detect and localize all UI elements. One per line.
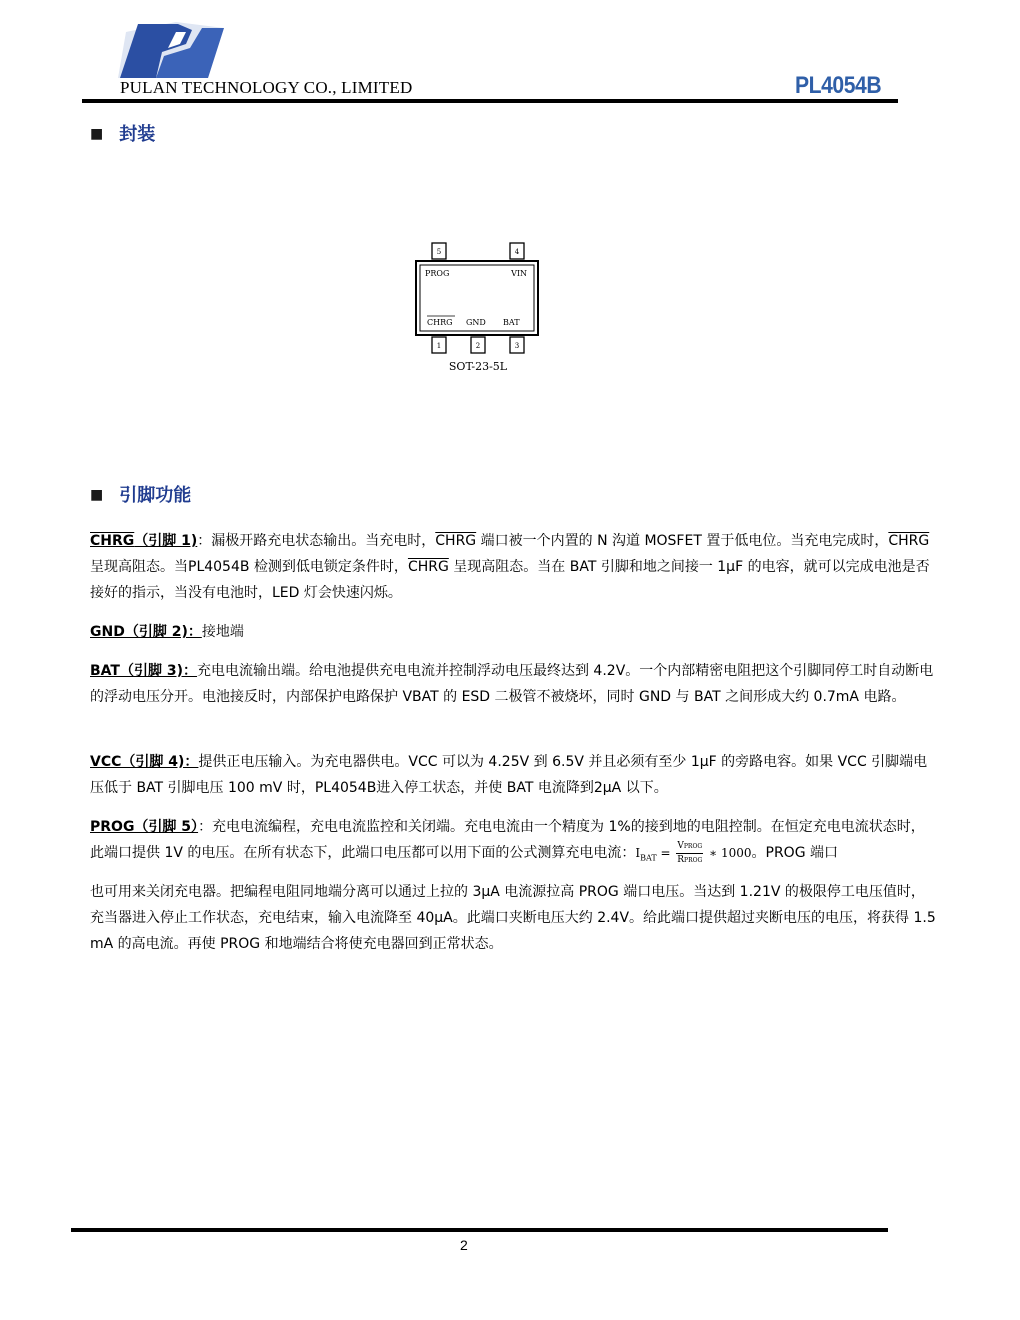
- section-package-heading: [90, 120, 155, 146]
- pin-gnd-text: 接地端: [201, 624, 244, 640]
- pin-prog-paragraph: [90, 814, 938, 871]
- pin-vcc-label: VCC（引脚 4)：: [90, 754, 199, 770]
- formula-fraction: [676, 841, 703, 866]
- pin-prog-text-1: ：充电电流编程，充电电流监控和关闭端。充电电流由一个精度为 1%的接到地的电阻控制。在恒定充电电流状态时，此端口提供 1V 的电压。在所有状态下，此端口电压都可以用下面的公式测算充电电流：: [90, 819, 925, 861]
- pin-gnd-label: GND（引脚 2)：: [90, 624, 202, 640]
- company-name: PULAN TECHNOLOGY CO., LIMITED: [120, 78, 413, 97]
- pin-prog-label: PROG（引脚 5）: [90, 819, 199, 835]
- formula-equals: =: [656, 846, 675, 860]
- bullet-icon: ■: [90, 126, 104, 142]
- footer-rule: [71, 1228, 888, 1232]
- chrg-inline-2: CHRG: [888, 533, 930, 549]
- formula-v-sub: PROG: [683, 843, 703, 850]
- label-chrg: CHRG: [427, 318, 453, 327]
- formula-r: R: [677, 855, 685, 865]
- pin-num-2: 2: [475, 342, 481, 350]
- formula-r-sub: PROG: [684, 857, 703, 864]
- pin-chrg-label-rest: （引脚 1): [134, 533, 198, 549]
- pulan-logo: [118, 22, 226, 80]
- label-vin: VIN: [511, 269, 527, 278]
- pin-num-5: 5: [436, 248, 442, 256]
- pin-chrg-text-1: ：漏极开路充电状态输出。当充电时，: [197, 533, 436, 549]
- pin-chrg-text-2: 端口被一个内置的 N 沟道 MOSFET 置于低电位。当充电完成时，: [476, 533, 889, 549]
- pin-bat-text: 充电电流输出端。给电池提供充电电流并控制浮动电压最终达到 4.2V。一个内部精密电阻把这个引脚同停工时自动断电的浮动电压分开。电池接反时，内部保护电路保护 VBAT 的 ESD 二极管不被烧坏，同时 GND 与 BAT 之间形成大约 0.7mA 电路。: [90, 663, 934, 705]
- pin-prog-text-3: 也可用来关闭充电器。把编程电阻同地端分离可以通过上拉的 3μA 电流源拉高 PROG 端口电压。当达到 1.21V 的极限停工电压值时，充当器进入停止工作状态，充电结束，输入电流降至 40μA。此端口夹断电压大约 2.4V。给此端口提供超过夹断电压的电压，将获得 1.5 mA 的高电流。再使 PROG 和地端结合将使充电器回到正常状态。: [90, 884, 936, 952]
- chrg-inline-1: CHRG: [435, 533, 477, 549]
- package-caption: SOT-23-5L: [448, 360, 508, 373]
- label-prog: PROG: [425, 269, 450, 278]
- formula-numerator: [676, 841, 703, 854]
- chrg-inline-3: CHRG: [407, 559, 449, 575]
- pin-num-1: 1: [436, 342, 442, 350]
- pin-bat-paragraph: [90, 658, 938, 710]
- formula-i: I: [635, 846, 641, 860]
- pin-chrg-text-3: 呈现高阻态。当PL4054B 检测到低电锁定条件时，: [90, 559, 408, 575]
- label-bat: BAT: [503, 318, 520, 327]
- pin-gnd-paragraph: [90, 619, 938, 645]
- page-number: 2: [460, 1237, 468, 1253]
- package-title: 封装: [119, 124, 156, 145]
- bullet-icon: ■: [90, 487, 104, 503]
- header-rule: [82, 99, 898, 103]
- sot23-5l-diagram: [410, 240, 550, 376]
- pin-vcc-paragraph: [90, 749, 938, 801]
- pin-num-4: 4: [514, 248, 520, 256]
- pin-chrg-name: CHRG: [90, 533, 135, 549]
- formula-v: V: [677, 841, 684, 851]
- pin-bat-label: BAT（引脚 3)：: [90, 663, 197, 679]
- formula-tail: ∗ 1000: [705, 846, 752, 860]
- pin-prog-paragraph-cont: [90, 879, 938, 957]
- pin-prog-text-2: 。PROG 端口: [751, 845, 838, 861]
- formula-denominator: [676, 854, 703, 866]
- formula-i-sub: BAT: [640, 853, 657, 863]
- label-gnd: GND: [466, 318, 486, 327]
- section-pin-heading: [90, 481, 191, 507]
- pin-vcc-text: 提供正电压输入。为充电器供电。VCC 可以为 4.25V 到 6.5V 并且必须有至少 1μF 的旁路电容。如果 VCC 引脚端电压低于 BAT 引脚电压 100 mV 时，PL4054B进入停工状态，并使 BAT 电流降到2μA 以下。: [90, 754, 928, 796]
- part-number: PL4054B: [795, 72, 882, 99]
- pin-chrg-label: [90, 533, 197, 549]
- pin-chrg-text-4: 呈现高阻态。当在 BAT 引脚和地之间接一 1μF 的电容，就可以完成电池是否接好的指示，当没有电池时，LED 灯会快速闪烁。: [90, 559, 930, 601]
- pin-chrg-paragraph: [90, 528, 938, 606]
- charge-current-formula: [635, 841, 752, 865]
- pin-num-3: 3: [514, 342, 520, 350]
- pin-title: 引脚功能: [119, 485, 192, 506]
